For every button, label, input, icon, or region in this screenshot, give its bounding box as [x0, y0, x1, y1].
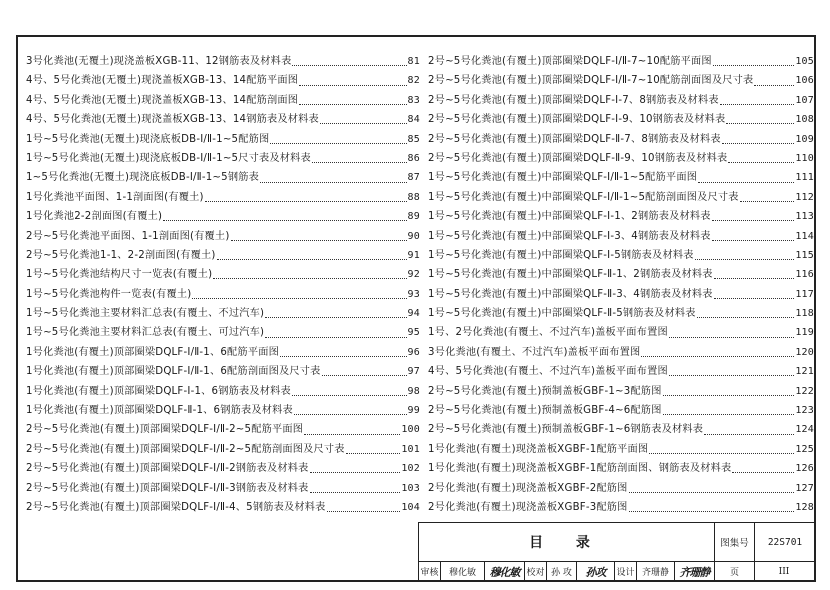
toc-entry-title: 1号~5号化粪池结构尺寸一览表(有覆土): [26, 269, 213, 281]
toc-entry[interactable]: [26, 246, 420, 265]
toc-entry-title: 1号化粪池(有覆土)现浇盖板XGBF-1配筋平面图: [428, 443, 649, 455]
toc-entry-title: 1号~5号化粪池(无覆土)现浇底板DB-Ⅰ/Ⅱ-1~5尺寸表及材料表: [26, 152, 311, 164]
dot-leader: [726, 123, 794, 124]
toc-entry-page: 87: [407, 172, 420, 184]
toc-entry[interactable]: [428, 188, 814, 207]
dot-leader: [299, 85, 406, 86]
check-label: 校对: [525, 562, 547, 581]
toc-entry[interactable]: [428, 420, 814, 439]
toc-entry-title: 4号、5号化粪池(无覆土)现浇盖板XGB-13、14配筋平面图: [26, 75, 299, 87]
toc-entry[interactable]: [428, 440, 814, 459]
toc-entry-title: 1号~5号化粪池(无覆土)现浇底板DB-Ⅰ/Ⅱ-1~5配筋图: [26, 133, 270, 145]
toc-entry[interactable]: [26, 91, 420, 110]
page-label: 页: [715, 562, 755, 581]
toc-entry[interactable]: [26, 382, 420, 401]
dot-leader: [663, 395, 795, 396]
toc-entry[interactable]: [26, 207, 420, 226]
toc-entry-title: 1号、2号化粪池(有覆土、不过汽车)盖板平面布置图: [428, 327, 668, 339]
toc-entry[interactable]: [428, 246, 814, 265]
dot-leader: [304, 434, 400, 435]
toc-entry-page: 86: [407, 152, 420, 164]
dot-leader: [320, 123, 407, 124]
toc-entry[interactable]: [428, 498, 814, 517]
toc-entry[interactable]: [428, 130, 814, 149]
dot-leader: [704, 434, 794, 435]
reviewer-name: 穆化敏: [441, 562, 485, 581]
title-block-header: [419, 523, 814, 562]
toc-entry[interactable]: [26, 440, 420, 459]
toc-entry-page: 98: [407, 385, 420, 397]
toc-entry-title: 1号~5号化粪池(有覆土)中部圈梁QLF-Ⅰ-1、2钢筋表及材料表: [428, 211, 711, 223]
toc-entry-title: 2号~5号化粪池(有覆土)预制盖板GBF-4~6配筋图: [428, 405, 662, 417]
toc-entry-page: 117: [795, 288, 814, 300]
toc-entry-page: 94: [407, 308, 420, 320]
dot-leader: [327, 511, 401, 512]
toc-entry-page: 84: [407, 114, 420, 126]
toc-entry-page: 93: [407, 288, 420, 300]
toc-entry-page: 112: [795, 191, 814, 203]
toc-entry[interactable]: [26, 188, 420, 207]
dot-leader: [310, 492, 401, 493]
toc-entry-page: 118: [795, 308, 814, 320]
toc-entry-title: 1号~5号化粪池(有覆土)中部圈梁QLF-Ⅰ/Ⅱ-1~5配筋剖面图及尺寸表: [428, 191, 739, 203]
toc-column-left: [26, 52, 420, 517]
toc-entry[interactable]: [428, 265, 814, 284]
toc-entry-page: 104: [401, 501, 420, 513]
toc-entry[interactable]: [428, 285, 814, 304]
toc-entry-title: 1号化粪池(有覆土)顶部圈梁DQLF-Ⅰ/Ⅱ-1、6配筋平面图: [26, 346, 279, 358]
toc-entry-title: 4号、5号化粪池(无覆土)现浇盖板XGB-13、14配筋剖面图: [26, 94, 299, 106]
toc-entry-page: 100: [401, 424, 420, 436]
toc-entry[interactable]: [428, 110, 814, 129]
dot-leader: [163, 220, 406, 221]
toc-entry-title: 1号~5号化粪池主要材料汇总表(有覆土、可过汽车): [26, 327, 265, 339]
designer-name: 齐珊静: [637, 562, 675, 581]
toc-entry-page: 106: [795, 75, 814, 87]
dot-leader: [629, 492, 795, 493]
checker-signature: 孙攻: [577, 562, 615, 581]
dot-leader: [280, 356, 407, 357]
toc-entry-page: 121: [795, 366, 814, 378]
toc-entry[interactable]: [428, 91, 814, 110]
toc-entry-page: 101: [401, 443, 420, 455]
drawing-title: 目 录: [419, 523, 715, 561]
dot-leader: [714, 278, 795, 279]
toc-entry-page: 120: [795, 346, 814, 358]
atlas-number: 22S701: [767, 536, 803, 548]
dot-leader: [270, 143, 406, 144]
toc-entry-title: 2号~5号化粪池(有覆土)预制盖板GBF-1~3配筋图: [428, 385, 662, 397]
dot-leader: [213, 278, 406, 279]
dot-leader: [698, 182, 794, 183]
toc-entry[interactable]: [428, 479, 814, 498]
toc-entry[interactable]: [428, 52, 814, 71]
toc-entry[interactable]: [428, 401, 814, 420]
toc-entry-page: 124: [795, 424, 814, 436]
signature-row: [419, 562, 814, 581]
toc-entry[interactable]: [26, 479, 420, 498]
toc-entry-page: 102: [401, 463, 420, 475]
toc-entry-page: 114: [795, 230, 814, 242]
toc-entry-title: 2号~5号化粪池(有覆土)顶部圈梁DQLF-Ⅰ/Ⅱ-3钢筋表及材料表: [26, 482, 309, 494]
toc-entry-title: 2号~5号化粪池(有覆土)顶部圈梁DQLF-Ⅰ/Ⅱ-7~10配筋剖面图及尺寸表: [428, 75, 754, 87]
dot-leader: [205, 201, 407, 202]
reviewer-signature: 穆化敏: [485, 562, 525, 581]
toc-entry-title: 4号、5号化粪池(有覆土、不过汽车)盖板平面布置图: [428, 366, 668, 378]
dot-leader: [663, 414, 795, 415]
toc-entry-title: 2号~5号化粪池(有覆土)顶部圈梁DQLF-Ⅰ/Ⅱ-7~10配筋平面图: [428, 56, 712, 67]
toc-entry-title: 1号~5号化粪池(有覆土)中部圈梁QLF-Ⅰ-5钢筋表及材料表: [428, 249, 694, 261]
toc-entry[interactable]: [26, 227, 420, 246]
toc-entry-title: 3号化粪池(无覆土)现浇盖板XGB-11、12钢筋表及材料表: [26, 56, 292, 67]
toc-entry-page: 125: [795, 443, 814, 455]
dot-leader: [712, 240, 795, 241]
dot-leader: [292, 65, 406, 66]
dot-leader: [292, 395, 407, 396]
toc-entry[interactable]: [428, 168, 814, 187]
toc-entry[interactable]: [26, 498, 420, 517]
dot-leader: [260, 182, 407, 183]
toc-entry-title: 2号~5号化粪池(有覆土)顶部圈梁DQLF-Ⅰ-7、8钢筋表及材料表: [428, 94, 719, 106]
toc-entry-title: 2号~5号化粪池(有覆土)顶部圈梁DQLF-Ⅰ/Ⅱ-2~5配筋平面图: [26, 424, 304, 436]
toc-entry-page: 126: [795, 463, 814, 475]
dot-leader: [732, 472, 794, 473]
toc-entry-title: 2号~5号化粪池1-1、2-2剖面图(有覆土): [26, 249, 216, 261]
toc-entry-title: 2号化粪池(有覆土)现浇盖板XGBF-2配筋图: [428, 482, 628, 494]
toc-entry-page: 89: [407, 211, 420, 223]
toc-entry-title: 1号~5号化粪池(有覆土)中部圈梁QLF-Ⅰ/Ⅱ-1~5配筋平面图: [428, 172, 698, 184]
dot-leader: [714, 298, 795, 299]
checker-name: 孙 攻: [547, 562, 577, 581]
dot-leader: [265, 317, 406, 318]
toc-entry[interactable]: [26, 362, 420, 381]
toc-entry-title: 3号化粪池(有覆土、不过汽车)盖板平面布置图: [428, 346, 641, 358]
dot-leader: [231, 240, 407, 241]
toc-entry[interactable]: [26, 149, 420, 168]
toc-entry-page: 123: [795, 405, 814, 417]
toc-entry[interactable]: [26, 168, 420, 187]
dot-leader: [265, 337, 406, 338]
toc-entry-title: 1号化粪池2-2剖面图(有覆土): [26, 211, 163, 223]
toc-entry-title: 2号~5号化粪池(有覆土)顶部圈梁DQLF-Ⅰ/Ⅱ-4、5钢筋表及材料表: [26, 501, 326, 513]
toc-entry-page: 107: [795, 94, 814, 106]
toc-entry[interactable]: [428, 71, 814, 90]
dot-leader: [713, 65, 795, 66]
toc-column-right: [428, 52, 814, 517]
toc-entry-title: 2号~5号化粪池(有覆土)预制盖板GBF-1~6钢筋表及材料表: [428, 424, 704, 436]
dot-leader: [629, 511, 795, 512]
toc-entry-title: 1号化粪池平面图、1-1剖面图(有覆土): [26, 191, 204, 203]
toc-entry-page: 116: [795, 269, 814, 281]
toc-entry[interactable]: [428, 149, 814, 168]
dot-leader: [346, 453, 401, 454]
dot-leader: [669, 337, 794, 338]
dot-leader: [641, 356, 794, 357]
dot-leader: [299, 104, 406, 105]
toc-entry-title: 2号化粪池(有覆土)现浇盖板XGBF-3配筋图: [428, 501, 628, 513]
toc-entry-page: 97: [407, 366, 420, 378]
toc-entry[interactable]: [428, 362, 814, 381]
toc-entry-page: 95: [407, 327, 420, 339]
toc-entry-title: 1号~5号化粪池主要材料汇总表(有覆土、不过汽车): [26, 308, 265, 320]
toc-entry-title: 1号~5号化粪池(有覆土)中部圈梁QLF-Ⅱ-3、4钢筋表及材料表: [428, 288, 713, 300]
toc-entry-title: 1号化粪池(有覆土)现浇盖板XGBF-1配筋剖面图、钢筋表及材料表: [428, 463, 732, 475]
dot-leader: [728, 162, 794, 163]
toc-entry-page: 115: [795, 249, 814, 261]
toc-entry[interactable]: [26, 71, 420, 90]
toc-entry-title: 2号~5号化粪池(有覆土)顶部圈梁DQLF-Ⅱ-9、10钢筋表及材料表: [428, 152, 728, 164]
toc-entry[interactable]: [26, 110, 420, 129]
toc-entry-page: 105: [795, 56, 814, 67]
toc-entry-page: 110: [795, 152, 814, 164]
toc-entry-page: 108: [795, 114, 814, 126]
toc-entry[interactable]: [26, 343, 420, 362]
toc-entry[interactable]: [26, 265, 420, 284]
toc-entry[interactable]: [26, 52, 420, 71]
toc-entry[interactable]: [26, 304, 420, 323]
toc-entry-title: 1号~5号化粪池(有覆土)中部圈梁QLF-Ⅰ-3、4钢筋表及材料表: [428, 230, 711, 242]
toc-entry[interactable]: [428, 382, 814, 401]
title-block: [418, 522, 814, 582]
toc-entry-page: 109: [795, 133, 814, 145]
toc-entry-title: 4号、5号化粪池(无覆土)现浇盖板XGB-13、14钢筋表及材料表: [26, 114, 319, 126]
toc-entry-title: 2号~5号化粪池平面图、1-1剖面图(有覆土): [26, 230, 230, 242]
toc-entry-title: 1~5号化粪池(无覆土)现浇底板DB-Ⅰ/Ⅱ-1~5钢筋表: [26, 172, 260, 184]
dot-leader: [294, 414, 407, 415]
toc-entry-page: 85: [407, 133, 420, 145]
dot-leader: [697, 317, 795, 318]
toc-entry[interactable]: [26, 130, 420, 149]
toc-entry-title: 2号~5号化粪池(有覆土)顶部圈梁DQLF-Ⅰ/Ⅱ-2钢筋表及材料表: [26, 463, 309, 475]
toc-entry-page: 111: [795, 172, 814, 184]
dot-leader: [740, 201, 795, 202]
toc-entry-title: 1号化粪池(有覆土)顶部圈梁DQLF-Ⅰ-1、6钢筋表及材料表: [26, 385, 291, 397]
review-label: 审核: [419, 562, 441, 581]
design-label: 设计: [615, 562, 637, 581]
toc-entry-page: 88: [407, 191, 420, 203]
dot-leader: [722, 143, 795, 144]
toc-entry-page: 103: [401, 482, 420, 494]
dot-leader: [217, 259, 407, 260]
dot-leader: [754, 85, 794, 86]
dot-leader: [712, 220, 795, 221]
toc-entry-page: 92: [407, 269, 420, 281]
atlas-number-label: 图集号: [715, 523, 755, 561]
toc-entry-page: 90: [407, 230, 420, 242]
toc-entry[interactable]: [428, 207, 814, 226]
dot-leader: [695, 259, 795, 260]
dot-leader: [312, 162, 407, 163]
toc-entry[interactable]: [428, 459, 814, 478]
drawing-frame: [16, 35, 816, 582]
toc-entry-page: 91: [407, 249, 420, 261]
toc-entry[interactable]: [26, 459, 420, 478]
toc-entry-page: 99: [407, 405, 420, 417]
toc-entry-title: 1号化粪池(有覆土)顶部圈梁DQLF-Ⅱ-1、6钢筋表及材料表: [26, 405, 293, 417]
toc-entry[interactable]: [428, 323, 814, 342]
dot-leader: [192, 298, 406, 299]
toc-entry-page: 127: [795, 482, 814, 494]
dot-leader: [720, 104, 795, 105]
toc-entry-page: 128: [795, 501, 814, 513]
designer-signature: 齐珊静: [675, 562, 715, 581]
toc-entry-page: 113: [795, 211, 814, 223]
toc-entry-title: 1号~5号化粪池(有覆土)中部圈梁QLF-Ⅱ-5钢筋表及材料表: [428, 308, 696, 320]
toc-entry-title: 1号~5号化粪池(有覆土)中部圈梁QLF-Ⅱ-1、2钢筋表及材料表: [428, 269, 713, 281]
toc-entry[interactable]: [26, 420, 420, 439]
toc-entry-page: 81: [407, 56, 420, 67]
page-number: III: [778, 566, 790, 577]
dot-leader: [322, 375, 407, 376]
dot-leader: [669, 375, 794, 376]
toc-entry[interactable]: [26, 401, 420, 420]
toc-entry-title: 2号~5号化粪池(有覆土)顶部圈梁DQLF-Ⅰ/Ⅱ-2~5配筋剖面图及尺寸表: [26, 443, 345, 455]
toc-entry[interactable]: [26, 323, 420, 342]
toc-entry[interactable]: [26, 285, 420, 304]
toc-entry-title: 1号~5号化粪池构件一览表(有覆土): [26, 288, 192, 300]
toc-entry-page: 82: [407, 75, 420, 87]
toc-entry-title: 2号~5号化粪池(有覆土)顶部圈梁DQLF-Ⅰ-9、10钢筋表及材料表: [428, 114, 726, 126]
toc-entry-page: 122: [795, 385, 814, 397]
toc-entry[interactable]: [428, 343, 814, 362]
toc-entry[interactable]: [428, 227, 814, 246]
toc-entry[interactable]: [428, 304, 814, 323]
dot-leader: [310, 472, 401, 473]
toc-entry-page: 119: [795, 327, 814, 339]
dot-leader: [649, 453, 794, 454]
toc-entry-page: 96: [407, 346, 420, 358]
toc-entry-page: 83: [407, 94, 420, 106]
toc-entry-title: 2号~5号化粪池(有覆土)顶部圈梁DQLF-Ⅱ-7、8钢筋表及材料表: [428, 133, 721, 145]
toc-entry-title: 1号化粪池(有覆土)顶部圈梁DQLF-Ⅰ/Ⅱ-1、6配筋剖面图及尺寸表: [26, 366, 321, 378]
